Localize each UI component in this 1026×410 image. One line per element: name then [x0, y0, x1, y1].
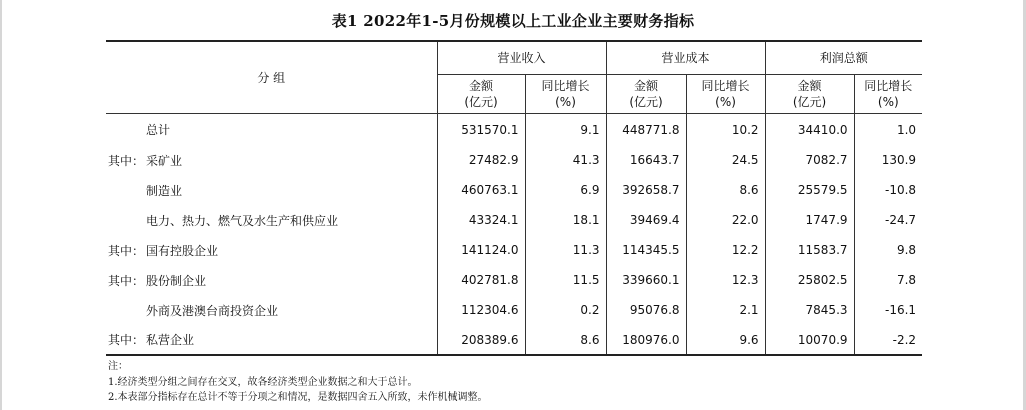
row-label-cell [106, 295, 437, 325]
profit-growth-label: 同比增长 [864, 79, 913, 93]
revenue-amount-cell: 460763.1 [437, 175, 525, 205]
financial-indicators-table [106, 40, 922, 356]
note-item: 2.本表部分指标存在总计不等于分项之和情况，是数据四舍五入所致，未作机械调整。 [108, 392, 488, 403]
profit-growth-cell: -10.8 [854, 175, 922, 205]
row-label: 采矿业 [146, 153, 183, 168]
profit-amount-cell: 1747.9 [765, 205, 854, 235]
table-title: 表1 2022年1-5月份规模以上工业企业主要财务指标 [331, 12, 695, 30]
cost-amount-unit: (亿元) [629, 95, 663, 109]
row-prefix: 其中： [108, 153, 145, 168]
revenue-growth-cell: 9.1 [525, 114, 606, 146]
table-row [106, 265, 922, 295]
group-column-header: 分 组 [106, 41, 437, 114]
metric-header-revenue: 营业收入 [437, 41, 606, 75]
table-row [106, 114, 922, 146]
profit-amount-header [765, 75, 854, 114]
cost-growth-label: 同比增长 [701, 79, 750, 93]
revenue-growth-header [525, 75, 606, 114]
revenue-growth-cell: 6.9 [525, 175, 606, 205]
note-item: 1.经济类型分组之间存在交叉，故各经济类型企业数据之和大于总计。 [108, 376, 418, 388]
profit-growth-cell: -2.2 [854, 325, 922, 355]
revenue-growth-cell: 11.3 [525, 235, 606, 265]
revenue-amount-cell: 112304.6 [437, 295, 525, 325]
revenue-growth-cell: 18.1 [525, 205, 606, 235]
notes-heading: 注： [108, 361, 128, 372]
revenue-growth-cell: 41.3 [525, 145, 606, 175]
row-prefix: 其中： [108, 243, 145, 258]
row-label: 国有控股企业 [146, 243, 219, 258]
revenue-amount-cell: 531570.1 [437, 114, 525, 146]
cost-growth-cell: 12.2 [686, 235, 765, 265]
table-row [106, 295, 922, 325]
revenue-amount-header [437, 75, 525, 114]
row-label: 股份制企业 [146, 273, 207, 288]
revenue-growth-label: 同比增长 [541, 79, 590, 93]
cost-growth-cell: 24.5 [686, 145, 765, 175]
metric-header-cost: 营业成本 [606, 41, 765, 75]
row-label-cell [106, 235, 437, 265]
profit-amount-cell: 11583.7 [765, 235, 854, 265]
table-notes [108, 359, 488, 406]
revenue-growth-cell: 8.6 [525, 325, 606, 355]
profit-amount-cell: 7082.7 [765, 145, 854, 175]
row-label-cell [106, 265, 437, 295]
revenue-amount-unit: (亿元) [464, 95, 498, 109]
cost-amount-cell: 16643.7 [606, 145, 686, 175]
header-row-metrics [106, 41, 922, 75]
revenue-growth-cell: 0.2 [525, 295, 606, 325]
profit-growth-cell: 130.9 [854, 145, 922, 175]
cost-amount-cell: 392658.7 [606, 175, 686, 205]
profit-amount-unit: (亿元) [792, 95, 827, 109]
row-label-cell [106, 145, 437, 175]
cost-growth-cell: 22.0 [686, 205, 765, 235]
row-label: 电力、热力、燃气及水生产和供应业 [146, 213, 339, 228]
cost-growth-header [686, 75, 765, 114]
profit-amount-cell: 25579.5 [765, 175, 854, 205]
profit-growth-cell: 9.8 [854, 235, 922, 265]
cost-amount-cell: 39469.4 [606, 205, 686, 235]
profit-growth-cell: -24.7 [854, 205, 922, 235]
revenue-growth-cell: 11.5 [525, 265, 606, 295]
profit-amount-cell: 7845.3 [765, 295, 854, 325]
table-row [106, 205, 922, 235]
row-label: 外商及港澳台商投资企业 [146, 303, 279, 318]
cost-growth-cell: 10.2 [686, 114, 765, 146]
row-prefix: 其中： [108, 333, 145, 347]
revenue-growth-unit: (%) [555, 95, 576, 109]
cost-growth-cell: 12.3 [686, 265, 765, 295]
row-label-cell [106, 114, 437, 146]
cost-growth-unit: (%) [715, 95, 736, 109]
cost-growth-cell: 2.1 [686, 295, 765, 325]
table-row [106, 175, 922, 205]
page-edge-left [0, 0, 2, 410]
row-label: 私营企业 [146, 333, 195, 347]
revenue-amount-cell: 208389.6 [437, 325, 525, 355]
cost-amount-cell: 95076.8 [606, 295, 686, 325]
revenue-amount-label: 金额 [468, 79, 493, 93]
cost-growth-cell: 9.6 [686, 325, 765, 355]
profit-amount-cell: 34410.0 [765, 114, 854, 146]
cost-growth-cell: 8.6 [686, 175, 765, 205]
revenue-amount-cell: 43324.1 [437, 205, 525, 235]
cost-amount-header [606, 75, 686, 114]
profit-amount-cell: 25802.5 [765, 265, 854, 295]
table-row [106, 325, 922, 355]
row-label-cell [106, 205, 437, 235]
profit-growth-cell: 7.8 [854, 265, 922, 295]
profit-amount-cell: 10070.9 [765, 325, 854, 355]
profit-growth-cell: -16.1 [854, 295, 922, 325]
profit-amount-label: 金额 [797, 79, 822, 93]
cost-amount-cell: 448771.8 [606, 114, 686, 146]
profit-growth-cell: 1.0 [854, 114, 922, 146]
row-prefix: 其中： [108, 273, 145, 288]
cost-amount-cell: 180976.0 [606, 325, 686, 355]
table-row [106, 235, 922, 265]
revenue-amount-cell: 141124.0 [437, 235, 525, 265]
cost-amount-cell: 339660.1 [606, 265, 686, 295]
profit-growth-header [854, 75, 922, 114]
cost-amount-label: 金额 [634, 79, 659, 93]
revenue-amount-cell: 27482.9 [437, 145, 525, 175]
row-label: 总计 [146, 123, 171, 137]
profit-growth-unit: (%) [877, 95, 899, 109]
metric-header-profit: 利润总额 [765, 41, 922, 75]
table-row [106, 145, 922, 175]
revenue-amount-cell: 402781.8 [437, 265, 525, 295]
cost-amount-cell: 114345.5 [606, 235, 686, 265]
row-label-cell [106, 175, 437, 205]
row-label-cell [106, 325, 437, 355]
row-label: 制造业 [146, 183, 183, 198]
